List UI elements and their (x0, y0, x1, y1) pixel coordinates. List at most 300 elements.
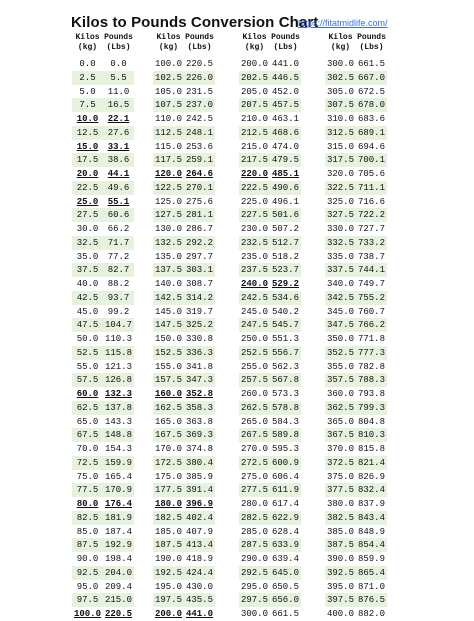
table-row (239, 470, 301, 484)
pounds-value: 865.4 (357, 567, 385, 578)
table-row (72, 552, 134, 566)
pounds-value: 137.8 (104, 402, 132, 413)
table-row (72, 126, 134, 140)
pounds-value: 60.6 (107, 210, 130, 221)
kilos-value: 305.0 (326, 86, 354, 97)
table-row (325, 250, 387, 264)
pounds-value: 799.3 (357, 402, 385, 413)
kilos-value: 177.5 (154, 485, 182, 496)
pounds-value: 27.6 (107, 127, 130, 138)
table-row (325, 525, 387, 539)
kilos-value: 252.5 (240, 347, 268, 358)
pounds-value: 815.8 (357, 444, 385, 454)
pounds-value: 810.3 (357, 430, 385, 441)
pounds-value: 793.8 (357, 389, 385, 399)
pounds-value: 407.9 (185, 526, 213, 537)
table-row (239, 456, 301, 470)
pounds-value: 777.3 (357, 347, 385, 358)
table-row (72, 456, 134, 470)
table-row (72, 401, 134, 415)
table-row (72, 236, 134, 250)
kilos-value: 235.0 (240, 251, 268, 262)
table-row (72, 442, 134, 456)
kilos-value: 20.0 (76, 169, 99, 179)
pounds-value: 672.5 (357, 86, 385, 97)
pounds-value: 854.4 (357, 540, 385, 551)
kilos-value: 270.0 (240, 444, 268, 454)
kilos-value: 227.5 (240, 210, 268, 221)
kilos-value: 190.0 (154, 554, 182, 564)
table-row (239, 195, 301, 209)
pounds-header: Pounds (Lbs) (357, 33, 386, 52)
table-row (239, 126, 301, 140)
kilos-value: 175.0 (154, 471, 182, 482)
kilos-value: 30.0 (76, 224, 99, 234)
kilos-header: Kilos (kg) (75, 33, 100, 52)
table-row (153, 291, 215, 305)
pounds-value: 292.2 (185, 237, 213, 248)
kilos-value: 155.0 (154, 361, 182, 372)
table-row (239, 57, 301, 71)
pounds-value: 220.5 (185, 59, 213, 69)
kilos-value: 152.5 (154, 347, 182, 358)
pounds-value: 418.9 (185, 554, 213, 564)
pounds-value: 270.1 (185, 182, 213, 193)
pounds-value: 733.2 (357, 237, 385, 248)
pounds-value: 600.9 (271, 457, 299, 468)
pounds-value: 209.4 (104, 581, 132, 592)
table-row (153, 552, 215, 566)
kilos-value: 195.0 (154, 581, 182, 592)
kilos-value: 207.5 (240, 100, 268, 111)
kilos-value: 360.0 (326, 389, 354, 399)
pounds-value: 512.7 (271, 237, 299, 248)
pounds-value: 859.9 (357, 554, 385, 564)
kilos-value: 90.0 (76, 554, 99, 564)
pounds-value: 341.8 (185, 361, 213, 372)
table-row (325, 85, 387, 99)
table-row (153, 318, 215, 332)
table-row (72, 511, 134, 525)
table-row (72, 497, 134, 511)
table-row (239, 291, 301, 305)
table-row (325, 291, 387, 305)
pounds-value: 259.1 (185, 155, 213, 166)
pounds-value: 121.3 (104, 361, 132, 372)
pounds-value: 11.0 (107, 86, 130, 97)
table-row (325, 387, 387, 401)
pounds-value: 385.9 (185, 471, 213, 482)
pounds-value: 694.6 (357, 141, 385, 152)
kilos-value: 400.0 (326, 609, 354, 619)
pounds-value: 567.8 (271, 375, 299, 386)
table-row (239, 250, 301, 264)
table-row (325, 580, 387, 594)
kilos-value: 35.0 (76, 251, 99, 262)
pounds-value: 463.1 (271, 114, 299, 124)
kilos-value: 267.5 (240, 430, 268, 441)
table-row (325, 346, 387, 360)
kilos-value: 160.0 (154, 389, 182, 399)
pounds-value: 16.5 (107, 100, 130, 111)
pounds-value: 534.6 (271, 292, 299, 303)
kilos-value: 172.5 (154, 457, 182, 468)
table-row (239, 222, 301, 236)
pounds-value: 882.0 (357, 609, 385, 619)
pounds-value: 66.2 (107, 224, 130, 234)
table-row (239, 483, 301, 497)
pounds-value: 441.0 (185, 609, 213, 619)
kilos-value: 300.0 (326, 59, 354, 69)
table-row (72, 263, 134, 277)
kilos-value: 275.0 (240, 471, 268, 482)
table-row (72, 470, 134, 484)
table-row (153, 263, 215, 277)
pounds-value: 132.3 (104, 389, 132, 399)
table-row (153, 373, 215, 387)
table-row (153, 538, 215, 552)
pounds-value: 187.4 (104, 526, 132, 537)
kilos-value: 265.0 (240, 416, 268, 427)
pounds-value: 441.0 (271, 59, 299, 69)
kilos-value: 105.0 (154, 86, 182, 97)
table-row (153, 208, 215, 222)
pounds-header: Pounds (Lbs) (271, 33, 300, 52)
table-row (153, 387, 215, 401)
table-row (325, 71, 387, 85)
column-header (325, 33, 387, 57)
pounds-value: 446.5 (271, 72, 299, 83)
kilos-value: 302.5 (326, 72, 354, 83)
pounds-value: 804.8 (357, 416, 385, 427)
pounds-value: 622.9 (271, 512, 299, 523)
table-row (153, 195, 215, 209)
kilos-value: 315.0 (326, 141, 354, 152)
page-title: Kilos to Pounds Conversion Chart (71, 14, 319, 31)
pounds-value: 33.1 (107, 141, 130, 152)
table-row (72, 525, 134, 539)
kilos-value: 27.5 (76, 210, 99, 221)
pounds-value: 716.6 (357, 196, 385, 207)
kilos-value: 290.0 (240, 554, 268, 564)
kilos-value: 210.0 (240, 114, 268, 124)
pounds-value: 474.0 (271, 141, 299, 152)
pounds-value: 529.2 (271, 279, 299, 289)
kilos-value: 222.5 (240, 182, 268, 193)
table-row (325, 415, 387, 429)
table-row (239, 566, 301, 580)
column-header (72, 33, 134, 57)
table-row (153, 580, 215, 594)
table-row (153, 181, 215, 195)
pounds-value: 683.6 (357, 114, 385, 124)
pounds-value: 788.3 (357, 375, 385, 386)
kilos-value: 307.5 (326, 100, 354, 111)
pounds-value: 667.0 (357, 72, 385, 83)
pounds-value: 38.6 (107, 155, 130, 166)
pounds-value: 215.0 (104, 595, 132, 606)
kilos-value: 100.0 (73, 609, 101, 619)
kilos-value: 115.0 (154, 141, 182, 152)
table-row (239, 401, 301, 415)
pounds-value: 507.2 (271, 224, 299, 234)
kilos-value: 287.5 (240, 540, 268, 551)
table-row (72, 415, 134, 429)
kilos-value: 377.5 (326, 485, 354, 496)
pounds-value: 325.2 (185, 320, 213, 331)
table-row (239, 387, 301, 401)
pounds-value: 611.9 (271, 485, 299, 496)
kilos-value: 22.5 (76, 182, 99, 193)
kilos-value: 82.5 (76, 512, 99, 523)
kilos-value: 137.5 (154, 265, 182, 276)
column-header (153, 33, 215, 57)
kilos-value: 15.0 (76, 141, 99, 152)
conversion-column (153, 33, 215, 621)
kilos-value: 10.0 (76, 114, 99, 124)
pounds-value: 661.5 (271, 609, 299, 619)
table-row (153, 456, 215, 470)
pounds-value: 424.4 (185, 567, 213, 578)
pounds-value: 170.9 (104, 485, 132, 496)
kilos-value: 277.5 (240, 485, 268, 496)
kilos-value: 310.0 (326, 114, 354, 124)
table-row (325, 373, 387, 387)
kilos-value: 170.0 (154, 444, 182, 454)
table-row (153, 126, 215, 140)
table-row (72, 153, 134, 167)
kilos-value: 347.5 (326, 320, 354, 331)
table-row (239, 373, 301, 387)
kilos-value: 232.5 (240, 237, 268, 248)
table-row (72, 580, 134, 594)
table-row (153, 71, 215, 85)
table-row (325, 112, 387, 126)
pounds-value: 452.0 (271, 86, 299, 97)
table-row (325, 263, 387, 277)
pounds-value: 661.5 (357, 59, 385, 69)
kilos-value: 365.0 (326, 416, 354, 427)
kilos-value: 180.0 (154, 499, 182, 509)
pounds-value: 82.7 (107, 265, 130, 276)
table-row (72, 291, 134, 305)
kilos-value: 357.5 (326, 375, 354, 386)
kilos-value: 42.5 (76, 292, 99, 303)
kilos-value: 250.0 (240, 334, 268, 344)
kilos-value: 92.5 (76, 567, 99, 578)
kilos-value: 282.5 (240, 512, 268, 523)
pounds-header: Pounds (Lbs) (185, 33, 214, 52)
table-row (153, 428, 215, 442)
table-row (239, 71, 301, 85)
kilos-value: 157.5 (154, 375, 182, 386)
conversion-column (72, 33, 134, 621)
table-row (325, 167, 387, 181)
table-row (72, 387, 134, 401)
kilos-value: 215.0 (240, 141, 268, 152)
kilos-value: 367.5 (326, 430, 354, 441)
pounds-value: 352.8 (185, 389, 213, 399)
table-row (239, 318, 301, 332)
kilos-value: 242.5 (240, 292, 268, 303)
pounds-value: 606.4 (271, 471, 299, 482)
kilos-value: 395.0 (326, 581, 354, 592)
pounds-value: 5.5 (110, 72, 127, 83)
kilos-value: 375.0 (326, 471, 354, 482)
pounds-value: 165.4 (104, 471, 132, 482)
pounds-value: 545.7 (271, 320, 299, 331)
table-row (72, 373, 134, 387)
table-row (325, 552, 387, 566)
pounds-value: 518.2 (271, 251, 299, 262)
kilos-value: 132.5 (154, 237, 182, 248)
kilos-value: 102.5 (154, 72, 182, 83)
pounds-value: 551.3 (271, 334, 299, 344)
table-row (72, 71, 134, 85)
table-row (325, 195, 387, 209)
table-row (325, 442, 387, 456)
pounds-value: 705.6 (357, 169, 385, 179)
table-row (72, 250, 134, 264)
kilos-value: 192.5 (154, 567, 182, 578)
pounds-value: 248.1 (185, 127, 213, 138)
pounds-value: 154.3 (104, 444, 132, 454)
pounds-value: 237.0 (185, 100, 213, 111)
table-row (153, 153, 215, 167)
pounds-value: 77.2 (107, 251, 130, 262)
kilos-value: 130.0 (154, 224, 182, 234)
pounds-value: 479.5 (271, 155, 299, 166)
kilos-value: 322.5 (326, 182, 354, 193)
kilos-value: 57.5 (76, 375, 99, 386)
pounds-value: 766.2 (357, 320, 385, 331)
pounds-value: 336.3 (185, 347, 213, 358)
table-row (239, 98, 301, 112)
table-row (325, 277, 387, 291)
kilos-value: 162.5 (154, 402, 182, 413)
pounds-value: 99.2 (107, 306, 130, 317)
kilos-value: 167.5 (154, 430, 182, 441)
conversion-column (239, 33, 301, 621)
table-row (153, 346, 215, 360)
pounds-value: 143.3 (104, 416, 132, 427)
source-link[interactable]: https://fitatmidlife.com/ (298, 18, 388, 28)
pounds-value: 253.6 (185, 141, 213, 152)
kilos-value: 382.5 (326, 512, 354, 523)
table-row (325, 607, 387, 621)
table-row (153, 222, 215, 236)
kilos-value: 72.5 (76, 457, 99, 468)
pounds-value: 0.0 (110, 59, 127, 69)
kilos-value: 50.0 (76, 334, 99, 344)
kilos-value: 127.5 (154, 210, 182, 221)
table-row (239, 85, 301, 99)
pounds-value: 115.8 (104, 347, 132, 358)
table-row (325, 360, 387, 374)
kilos-value: 182.5 (154, 512, 182, 523)
pounds-value: 104.7 (104, 320, 132, 331)
table-row (72, 277, 134, 291)
kilos-value: 297.5 (240, 595, 268, 606)
kilos-value: 165.0 (154, 416, 182, 427)
kilos-value: 97.5 (76, 595, 99, 606)
table-row (239, 140, 301, 154)
table-row (325, 57, 387, 71)
pounds-value: 501.6 (271, 210, 299, 221)
table-row (239, 538, 301, 552)
kilos-value: 337.5 (326, 265, 354, 276)
table-row (239, 167, 301, 181)
pounds-value: 275.6 (185, 196, 213, 207)
pounds-value: 435.5 (185, 595, 213, 606)
kilos-value: 77.5 (76, 485, 99, 496)
kilos-value: 17.5 (76, 155, 99, 166)
conversion-column (325, 33, 387, 621)
kilos-value: 7.5 (79, 100, 96, 111)
table-row (72, 57, 134, 71)
table-row (153, 607, 215, 621)
table-row (153, 112, 215, 126)
kilos-value: 237.5 (240, 265, 268, 276)
pounds-value: 650.5 (271, 581, 299, 592)
kilos-value: 120.0 (154, 169, 182, 179)
kilos-value: 300.0 (240, 609, 268, 619)
pounds-value: 242.5 (185, 114, 213, 124)
table-row (239, 580, 301, 594)
kilos-value: 202.5 (240, 72, 268, 83)
kilos-value: 340.0 (326, 279, 354, 289)
kilos-header: Kilos (kg) (242, 33, 267, 52)
pounds-value: 319.7 (185, 306, 213, 317)
kilos-value: 197.5 (154, 595, 182, 606)
table-row (325, 98, 387, 112)
kilos-value: 370.0 (326, 444, 354, 454)
column-header (239, 33, 301, 57)
pounds-value: 782.8 (357, 361, 385, 372)
table-row (72, 181, 134, 195)
table-row (153, 140, 215, 154)
kilos-value: 320.0 (326, 169, 354, 179)
kilos-value: 135.0 (154, 251, 182, 262)
kilos-value: 390.0 (326, 554, 354, 564)
pounds-value: 496.1 (271, 196, 299, 207)
table-row (239, 112, 301, 126)
kilos-value: 380.0 (326, 499, 354, 509)
table-row (325, 566, 387, 580)
kilos-value: 372.5 (326, 457, 354, 468)
kilos-value: 387.5 (326, 540, 354, 551)
table-row (239, 263, 301, 277)
table-row (239, 208, 301, 222)
kilos-value: 342.5 (326, 292, 354, 303)
table-row (325, 208, 387, 222)
pounds-value: 49.6 (107, 182, 130, 193)
kilos-value: 85.0 (76, 526, 99, 537)
table-row (325, 538, 387, 552)
pounds-value: 760.7 (357, 306, 385, 317)
pounds-value: 286.7 (185, 224, 213, 234)
kilos-value: 87.5 (76, 540, 99, 551)
pounds-value: 264.6 (185, 169, 213, 179)
kilos-value: 280.0 (240, 499, 268, 509)
table-row (239, 552, 301, 566)
pounds-value: 413.4 (185, 540, 213, 551)
pounds-value: 595.3 (271, 444, 299, 454)
pounds-value: 176.4 (104, 499, 132, 509)
kilos-value: 110.0 (154, 114, 182, 124)
table-row (239, 525, 301, 539)
kilos-value: 230.0 (240, 224, 268, 234)
